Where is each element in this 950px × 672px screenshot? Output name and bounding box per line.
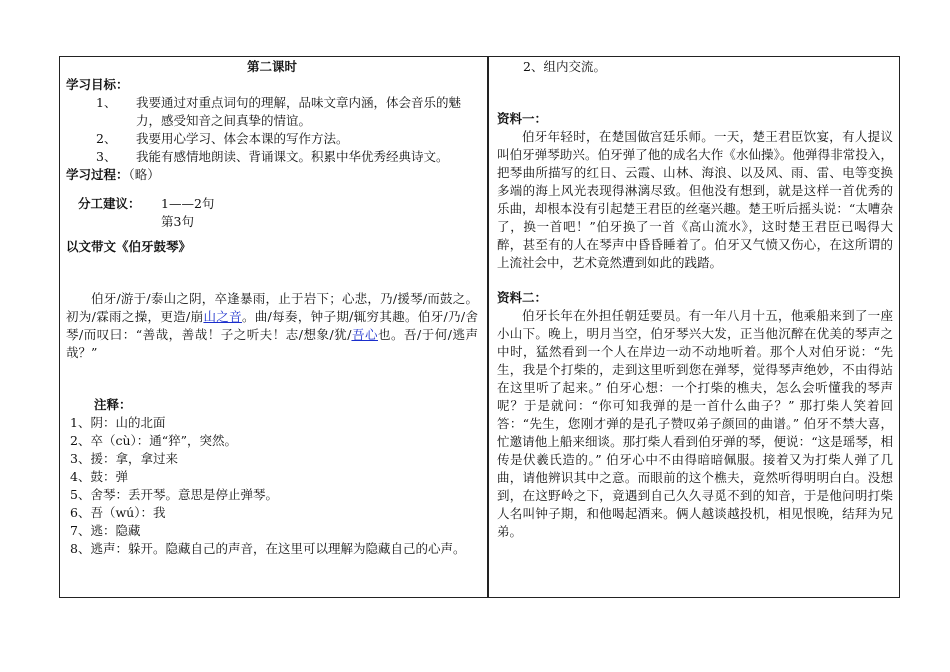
goal-number: 2、 <box>96 131 117 146</box>
material2-label: 资料二： <box>497 290 548 305</box>
passage-text: 伯牙/游于/泰山之阴，卒逢暴雨，止于岩下；心悲，乃/援琴/而鼓之。初为/霖雨之操，更造/崩 <box>66 291 478 324</box>
lesson-title: 第二课时 <box>246 59 297 74</box>
process-value: （略） <box>128 167 160 182</box>
goal-number: 3、 <box>96 149 117 164</box>
process-label: 学习过程： <box>66 167 129 182</box>
notes-label: 注释： <box>94 397 132 412</box>
classical-passage <box>66 290 478 362</box>
note-item: 6、吾（wú）：我 <box>70 505 166 520</box>
material2-text: 伯牙长年在外担任朝廷要员。有一年八月十五，他乘船来到了一座小山下。晚上，明月当空，伯牙琴兴大发，正当他沉醉在优美的琴声之中时，猛然看到一个人在岸边一动不动地听着。那个人对伯牙说：“先生，我是个打柴的，走到这里听到您在弹琴，觉得琴声绝妙，不由得站在这里听了起来。” 伯牙心想：一个打柴的樵夫，怎么会听懂我的琴声呢？于是就问：“你可知我弹的是一首什么曲子？” 那打柴人笑着回答：“先生，您刚才弹的是孔子赞叹弟子颜回的曲谱。” 伯牙不禁大喜，忙邀请他上船来细谈。那打柴人看到伯牙弹的琴，便说：“这是瑶琴，相传是伏羲氏造的。” 伯牙心中不由得暗暗佩服。接着又为打柴人弹了几曲，请他辨识其中之意。而眼前的这个樵夫，竟然听得明明白白。没想到，在这野岭之下，竟遇到自己久久寻觅不到的知音，于是他问明打柴人名叫钟子期，和他喝起酒来。俩人越谈越投机，相见恨晚，结拜为兄弟。 <box>497 308 893 539</box>
goals-label: 学习目标： <box>66 77 129 92</box>
goal-item <box>66 148 478 166</box>
goal-item <box>66 130 478 148</box>
passage-link[interactable]: 吾心 <box>351 327 378 342</box>
goal-item <box>66 94 478 130</box>
passage-text: 也。吾/于何/逃声哉？” <box>66 327 478 360</box>
goal-text: 我要通过对重点词句的理解，品味文章内涵，体会音乐的魅力，感受知音之间真挚的情谊。 <box>136 95 462 128</box>
passage-link[interactable]: 山之音 <box>203 309 242 324</box>
right-column <box>497 58 893 541</box>
column-divider <box>487 56 489 598</box>
note-item: 5、舍琴：丢开琴。意思是停止弹琴。 <box>70 487 278 502</box>
goal-number: 1、 <box>96 95 117 110</box>
note-item: 2、卒（cù）：通“猝”，突然。 <box>70 433 238 448</box>
note-item: 1、阴：山的北面 <box>70 415 166 430</box>
goal-text: 我能有感情地朗读、背诵课文。积累中华优秀经典诗文。 <box>136 149 449 164</box>
section-title: 以文带文《伯牙鼓琴》 <box>66 239 192 254</box>
note-item: 3、援：拿，拿过来 <box>70 451 178 466</box>
material1-label: 资料一： <box>497 111 548 126</box>
division-suggestion <box>66 195 478 231</box>
division-label: 分工建议： <box>78 196 141 211</box>
note-item: 4、鼓：弹 <box>70 469 128 484</box>
passage-text: 。曲/每奏，钟子期/辄穷其趣。伯牙/乃/舍琴/而叹曰：“善哉，善哉！子之听夫！志/想象/犹/ <box>66 309 478 342</box>
left-column <box>66 58 478 558</box>
note-item: 7、逃：隐藏 <box>70 523 141 538</box>
division-item: 第3句 <box>161 214 194 229</box>
goal-text: 我要用心学习、体会本课的写作方法。 <box>136 131 349 146</box>
division-item: 1——2句 <box>161 196 215 211</box>
note-item: 8、逃声：躲开。隐藏自己的声音，在这里可以理解为隐藏自己的心声。 <box>70 541 466 556</box>
material1-text: 伯牙年轻时，在楚国做宫廷乐师。一天，楚王君臣饮宴，有人提议叫伯牙弹琴助兴。伯牙弹了他的成名大作《水仙操》。他弹得非常投入，把琴曲所描写的红日、云霞、山林、海浪、以及风、雨、雷、电等变换多端的海上风光表现得淋漓尽致。但他没有想到，就是这样一首优秀的乐曲，却根本没有引起楚王君臣的丝毫兴趣。楚王听后摇头说：“太嘈杂了，换一首吧！”伯牙换了一首《高山流水》，这时楚王君臣已喝得大醉，甚至有的人在琴声中昏昏睡着了。伯牙又气愤又伤心，在这所谓的上流社会中，艺术竟然遭到如此的践踏。 <box>497 129 893 270</box>
process-line <box>66 166 478 184</box>
step-text: 2、组内交流。 <box>523 59 606 74</box>
division-items <box>161 195 214 231</box>
